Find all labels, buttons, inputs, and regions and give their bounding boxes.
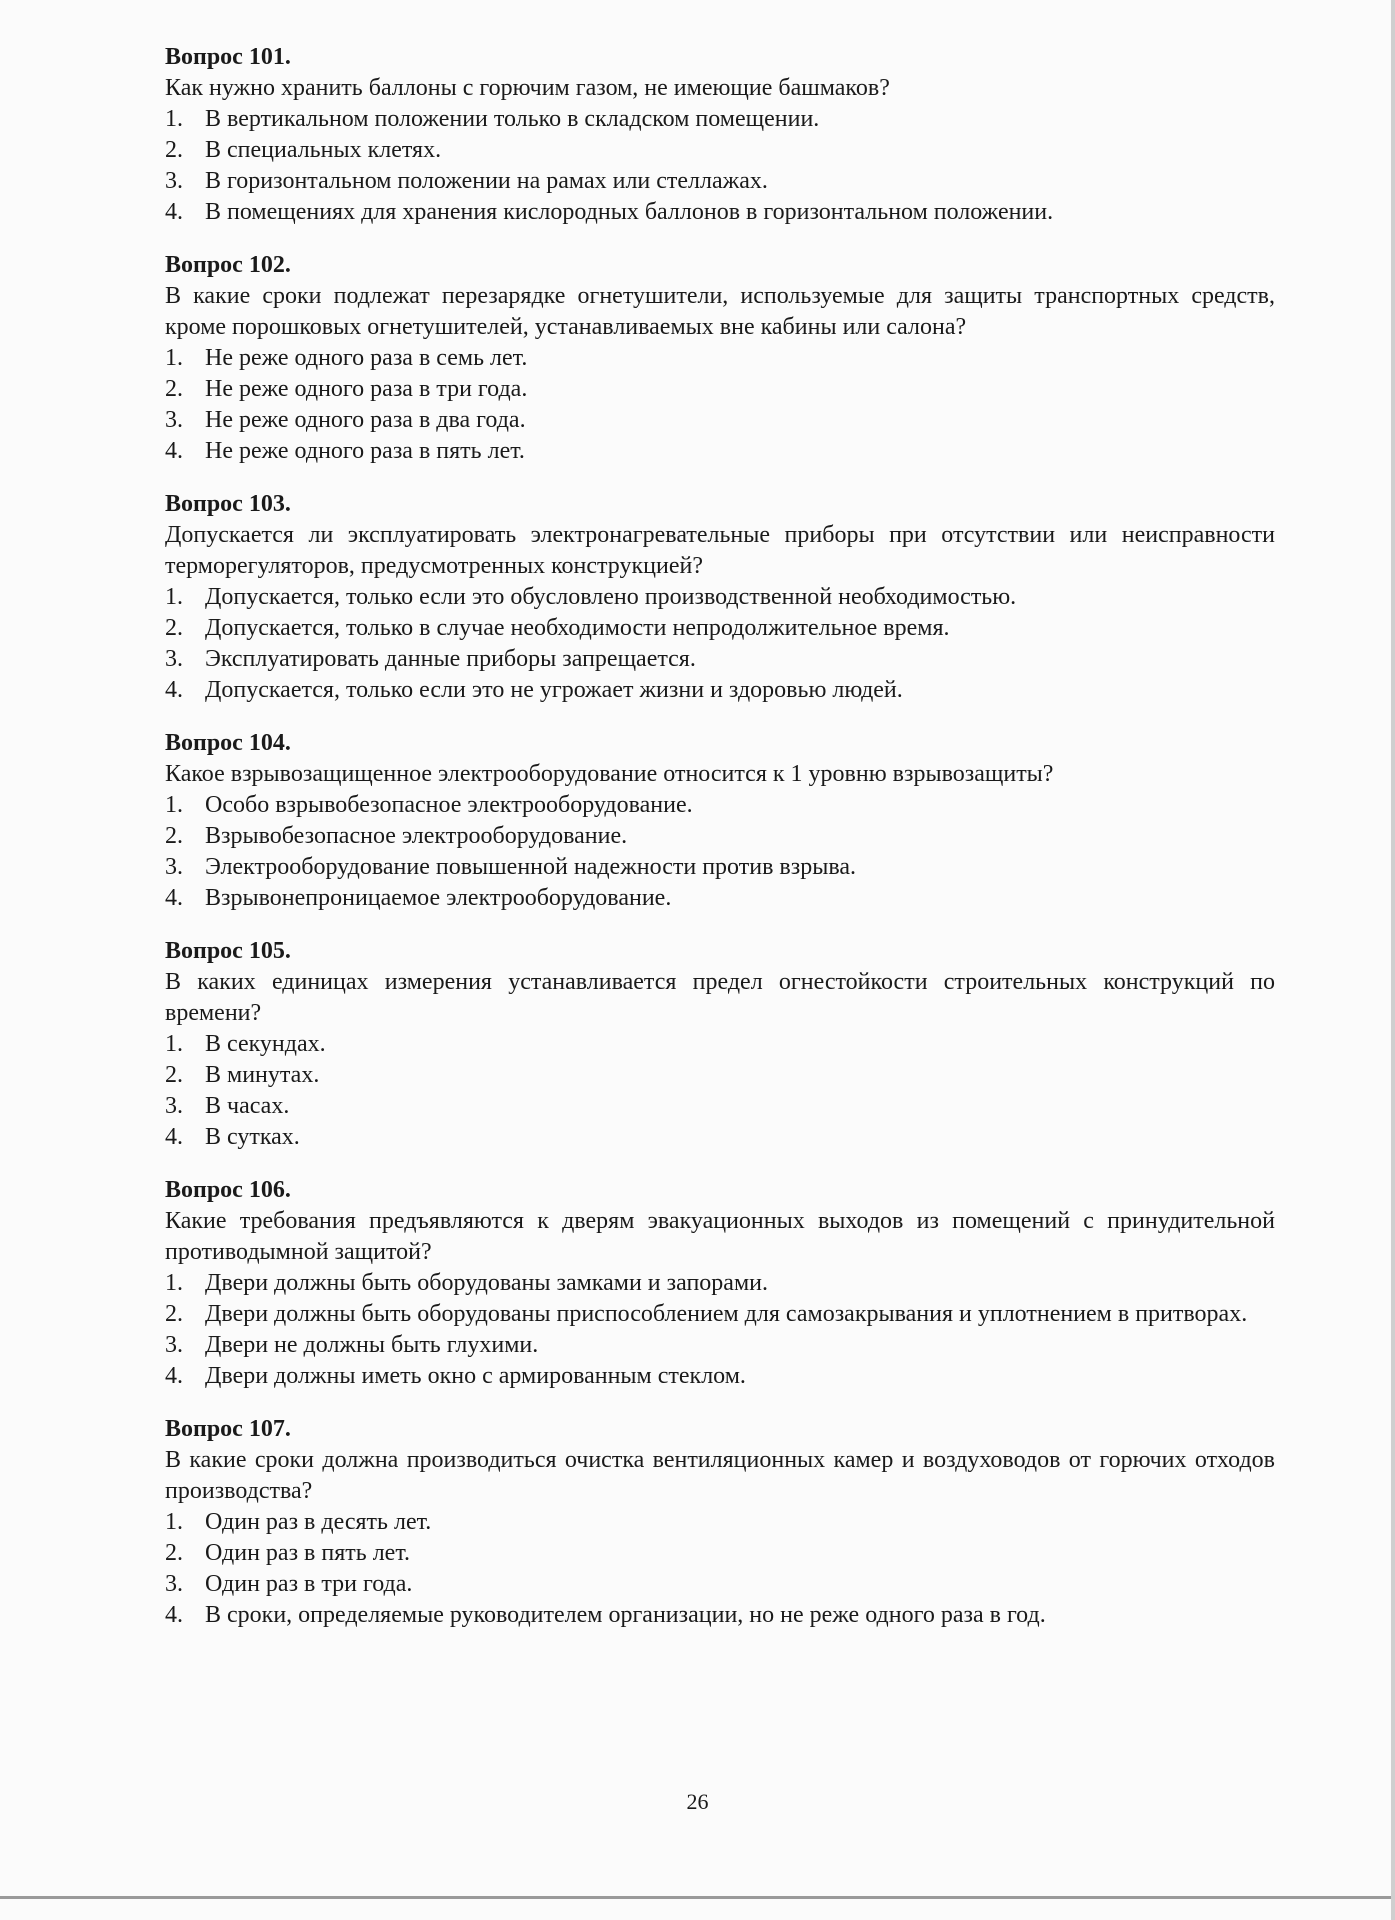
answer-number: 2.	[165, 1301, 183, 1327]
answer-number: 3.	[165, 168, 183, 194]
answer-text: Не реже одного раза в три года.	[205, 376, 528, 402]
answer-number: 1.	[165, 1270, 183, 1296]
answer-list	[165, 1029, 1275, 1153]
answer-list	[165, 582, 1275, 706]
answer-text: В специальных клетях.	[205, 137, 442, 163]
answer-text: Двери должны быть оборудованы замками и запорами.	[205, 1270, 768, 1296]
answer-option	[165, 1060, 1275, 1091]
answer-option	[165, 135, 1275, 166]
question-text: В какие сроки подлежат перезарядке огнетушители, используемые для защиты транспортных средств, кроме порошковых огнетушителей, устанавливаемых вне кабины или салона?	[165, 283, 1275, 340]
question-block	[165, 250, 1275, 467]
answer-text: В горизонтальном положении на рамах или стеллажах.	[205, 168, 768, 194]
answer-text: Взрывонепроницаемое электрооборудование.	[205, 885, 672, 911]
answer-option	[165, 1268, 1275, 1299]
scan-edge-divider	[0, 1896, 1395, 1899]
answer-number: 3.	[165, 854, 183, 880]
answer-number: 1.	[165, 1031, 183, 1057]
question-text: Какие требования предъявляются к дверям эвакуационных выходов из помещений с принудительной противодымной защитой?	[165, 1208, 1275, 1265]
answer-text: Допускается, только в случае необходимости непродолжительное время.	[205, 615, 950, 641]
answer-option	[165, 883, 1275, 914]
answer-number: 2.	[165, 615, 183, 641]
answer-option	[165, 790, 1275, 821]
answer-number: 1.	[165, 584, 183, 610]
question-block	[165, 728, 1275, 914]
answer-text: Допускается, только если это не угрожает жизни и здоровью людей.	[205, 677, 903, 703]
answer-text: Взрывобезопасное электрооборудование.	[205, 823, 628, 849]
answer-number: 3.	[165, 1093, 183, 1119]
question-text: В какие сроки должна производиться очистка вентиляционных камер и воздуховодов от горючих отходов производства?	[165, 1447, 1275, 1504]
answer-number: 4.	[165, 1124, 183, 1150]
answer-text: В вертикальном положении только в складском помещении.	[205, 106, 820, 132]
answer-option	[165, 166, 1275, 197]
answer-number: 2.	[165, 1540, 183, 1566]
answer-list	[165, 343, 1275, 467]
answer-text: Не реже одного раза в семь лет.	[205, 345, 528, 371]
answer-list	[165, 1507, 1275, 1631]
question-block	[165, 489, 1275, 706]
answer-option	[165, 374, 1275, 405]
answer-option	[165, 436, 1275, 467]
page-number: 26	[686, 1789, 709, 1814]
answer-option	[165, 1507, 1275, 1538]
question-title: Вопрос 106.	[165, 1177, 291, 1203]
answer-option	[165, 1122, 1275, 1153]
answer-number: 1.	[165, 106, 183, 132]
answer-text: Допускается, только если это обусловлено производственной необходимостью.	[205, 584, 1017, 610]
question-text: Какое взрывозащищенное электрооборудование относится к 1 уровню взрывозащиты?	[165, 761, 1054, 787]
question-title: Вопрос 105.	[165, 938, 291, 964]
answer-option	[165, 644, 1275, 675]
answer-number: 2.	[165, 137, 183, 163]
answer-number: 4.	[165, 199, 183, 225]
question-text: Допускается ли эксплуатировать электронагревательные приборы при отсутствии или неисправности терморегуляторов, предусмотренных конструкцией?	[165, 522, 1275, 579]
answer-number: 2.	[165, 823, 183, 849]
answer-option	[165, 104, 1275, 135]
question-block	[165, 1175, 1275, 1392]
question-title: Вопрос 107.	[165, 1416, 291, 1442]
answer-list	[165, 790, 1275, 914]
answer-option	[165, 1361, 1275, 1392]
answer-option	[165, 1029, 1275, 1060]
answer-option	[165, 675, 1275, 706]
question-title: Вопрос 101.	[165, 44, 291, 70]
answer-text: Особо взрывобезопасное электрооборудование.	[205, 792, 693, 818]
answer-text: Не реже одного раза в пять лет.	[205, 438, 525, 464]
answer-option	[165, 1330, 1275, 1361]
answer-text: В сутках.	[205, 1124, 300, 1150]
answer-number: 1.	[165, 1509, 183, 1535]
question-title: Вопрос 102.	[165, 252, 291, 278]
answer-text: В минутах.	[205, 1062, 320, 1088]
question-text: Как нужно хранить баллоны с горючим газом, не имеющие башмаков?	[165, 75, 890, 101]
answer-text: В сроки, определяемые руководителем организации, но не реже одного раза в год.	[205, 1602, 1046, 1628]
answer-number: 4.	[165, 438, 183, 464]
answer-option	[165, 582, 1275, 613]
answer-text: Один раз в три года.	[205, 1571, 413, 1597]
answer-number: 1.	[165, 345, 183, 371]
question-block	[165, 1414, 1275, 1631]
question-title: Вопрос 104.	[165, 730, 291, 756]
answer-text: Один раз в десять лет.	[205, 1509, 432, 1535]
answer-number: 3.	[165, 646, 183, 672]
answer-option	[165, 1600, 1275, 1631]
answer-text: Эксплуатировать данные приборы запрещается.	[205, 646, 696, 672]
answer-number: 3.	[165, 407, 183, 433]
answer-text: Электрооборудование повышенной надежности против взрыва.	[205, 854, 857, 880]
answer-text: В помещениях для хранения кислородных баллонов в горизонтальном положении.	[205, 199, 1054, 225]
answer-option	[165, 1538, 1275, 1569]
answer-number: 2.	[165, 376, 183, 402]
answer-text: Двери не должны быть глухими.	[205, 1332, 539, 1358]
answer-option	[165, 821, 1275, 852]
answer-number: 1.	[165, 792, 183, 818]
answer-option	[165, 613, 1275, 644]
answer-text: В часах.	[205, 1093, 290, 1119]
questions-list	[165, 42, 1275, 1653]
answer-number: 3.	[165, 1571, 183, 1597]
answer-list	[165, 1268, 1275, 1392]
answer-number: 2.	[165, 1062, 183, 1088]
question-block	[165, 936, 1275, 1153]
answer-option	[165, 1569, 1275, 1600]
answer-option	[165, 197, 1275, 228]
answer-text: Двери должны иметь окно с армированным стеклом.	[205, 1363, 746, 1389]
answer-option	[165, 343, 1275, 374]
question-title: Вопрос 103.	[165, 491, 291, 517]
question-block	[165, 42, 1275, 228]
answer-text: Не реже одного раза в два года.	[205, 407, 526, 433]
answer-option	[165, 405, 1275, 436]
scan-edge-shadow	[1391, 0, 1395, 1920]
answer-number: 3.	[165, 1332, 183, 1358]
answer-text: В секундах.	[205, 1031, 326, 1057]
answer-option	[165, 1091, 1275, 1122]
question-text: В каких единицах измерения устанавливается предел огнестойкости строительных конструкций по времени?	[165, 969, 1275, 1026]
answer-number: 4.	[165, 885, 183, 911]
answer-number: 4.	[165, 1602, 183, 1628]
answer-option	[165, 852, 1275, 883]
answer-text: Один раз в пять лет.	[205, 1540, 411, 1566]
answer-number: 4.	[165, 677, 183, 703]
answer-number: 4.	[165, 1363, 183, 1389]
answer-option	[165, 1299, 1275, 1330]
answer-list	[165, 104, 1275, 228]
answer-text: Двери должны быть оборудованы приспособлением для самозакрывания и уплотнением в притворах.	[205, 1301, 1248, 1327]
